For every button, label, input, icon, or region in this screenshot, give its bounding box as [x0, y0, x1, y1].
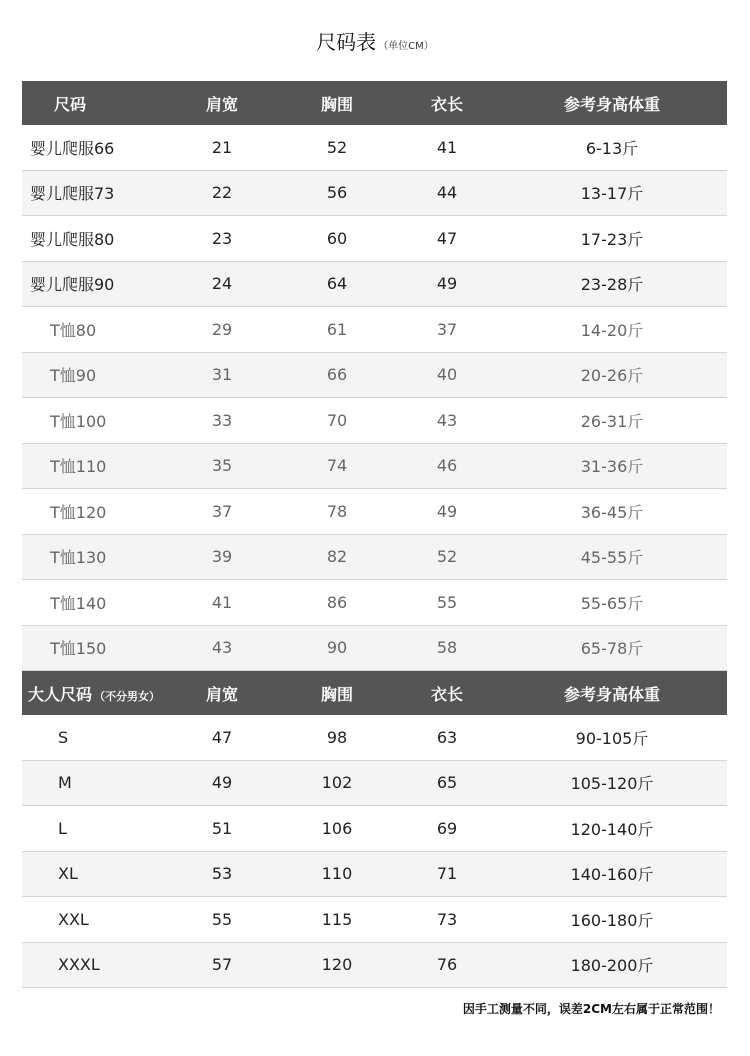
cell-size: T恤110 — [50, 457, 107, 477]
title-text: 尺码表 — [316, 30, 377, 54]
header-height-weight: 参考身高体重 — [563, 94, 660, 114]
cell-chest: 61 — [326, 319, 348, 339]
cell-length: 55 — [436, 592, 458, 612]
table-row — [22, 353, 727, 399]
cell-height-weight: 90-105斤 — [575, 728, 649, 748]
cell-chest: 102 — [321, 773, 353, 793]
cell-length: 44 — [436, 183, 458, 203]
table-row — [22, 715, 727, 761]
cell-size: XXXL — [58, 955, 100, 975]
page-title — [0, 26, 750, 55]
cell-size: 婴儿爬服80 — [30, 229, 115, 249]
cell-shoulder: 35 — [211, 456, 233, 476]
cell-shoulder: 37 — [211, 501, 233, 521]
cell-chest: 78 — [326, 501, 348, 521]
header-shoulder: 肩宽 — [205, 94, 238, 114]
measurement-note: 因手工测量不同，误差2CM左右属于正常范围！ — [462, 1002, 720, 1016]
cell-height-weight: 65-78斤 — [580, 639, 644, 659]
header-adult-size-label: 大人尺码 — [28, 684, 93, 704]
cell-chest: 66 — [326, 365, 348, 385]
cell-shoulder: 41 — [211, 592, 233, 612]
cell-size: 婴儿爬服73 — [30, 184, 115, 204]
cell-height-weight: 120-140斤 — [570, 819, 654, 839]
cell-shoulder: 39 — [211, 547, 233, 567]
cell-height-weight: 36-45斤 — [580, 502, 644, 522]
table-row — [22, 943, 727, 989]
cell-size: S — [58, 727, 69, 747]
cell-height-weight: 140-160斤 — [570, 865, 654, 885]
table-row — [22, 626, 727, 672]
cell-chest: 52 — [326, 137, 348, 157]
cell-size: L — [58, 818, 67, 838]
cell-shoulder: 23 — [211, 228, 233, 248]
table-row — [22, 444, 727, 490]
cell-length: 43 — [436, 410, 458, 430]
cell-height-weight: 31-36斤 — [580, 457, 644, 477]
kids-size-table — [22, 81, 727, 671]
cell-size: T恤80 — [50, 320, 97, 340]
table-row — [22, 580, 727, 626]
cell-length: 47 — [436, 228, 458, 248]
cell-length: 58 — [436, 638, 458, 658]
table-row — [22, 216, 727, 262]
cell-length: 37 — [436, 319, 458, 339]
cell-chest: 82 — [326, 547, 348, 567]
cell-size: T恤90 — [50, 366, 97, 386]
table-row — [22, 398, 727, 444]
cell-size: T恤120 — [50, 502, 107, 522]
table-row — [22, 125, 727, 171]
cell-length: 73 — [436, 909, 458, 929]
header-shoulder: 肩宽 — [205, 684, 238, 704]
cell-shoulder: 43 — [211, 638, 233, 658]
table-row — [22, 897, 727, 943]
cell-length: 46 — [436, 456, 458, 476]
cell-chest: 56 — [326, 183, 348, 203]
header-length: 衣长 — [430, 94, 463, 114]
cell-size: 婴儿爬服66 — [30, 138, 115, 158]
cell-chest: 64 — [326, 274, 348, 294]
table-header — [22, 671, 727, 715]
cell-height-weight: 13-17斤 — [580, 184, 644, 204]
cell-length: 49 — [436, 274, 458, 294]
cell-size: XXL — [58, 909, 89, 929]
cell-chest: 120 — [321, 955, 353, 975]
table-header — [22, 81, 727, 125]
cell-shoulder: 57 — [211, 955, 233, 975]
table-row — [22, 307, 727, 353]
cell-chest: 110 — [321, 864, 353, 884]
header-adult-size — [22, 682, 167, 705]
cell-shoulder: 29 — [211, 319, 233, 339]
cell-length: 65 — [436, 773, 458, 793]
cell-length: 69 — [436, 818, 458, 838]
cell-size: T恤140 — [50, 593, 107, 613]
cell-size: M — [58, 773, 72, 793]
header-chest: 胸围 — [320, 684, 353, 704]
table-row — [22, 806, 727, 852]
cell-shoulder: 55 — [211, 909, 233, 929]
cell-height-weight: 160-180斤 — [570, 910, 654, 930]
cell-height-weight: 55-65斤 — [580, 593, 644, 613]
table-row — [22, 535, 727, 581]
kids-table-body — [22, 125, 727, 671]
cell-length: 40 — [436, 365, 458, 385]
table-row — [22, 262, 727, 308]
cell-chest: 90 — [326, 638, 348, 658]
table-row — [22, 852, 727, 898]
unit-text: （单位CM） — [378, 41, 434, 52]
cell-size: 婴儿爬服90 — [30, 275, 115, 295]
cell-chest: 60 — [326, 228, 348, 248]
cell-shoulder: 47 — [211, 727, 233, 747]
cell-shoulder: 22 — [211, 183, 233, 203]
cell-chest: 106 — [321, 818, 353, 838]
cell-height-weight: 180-200斤 — [570, 956, 654, 976]
cell-shoulder: 53 — [211, 864, 233, 884]
cell-height-weight: 14-20斤 — [580, 320, 644, 340]
cell-shoulder: 33 — [211, 410, 233, 430]
cell-shoulder: 51 — [211, 818, 233, 838]
header-chest: 胸围 — [320, 94, 353, 114]
cell-chest: 86 — [326, 592, 348, 612]
cell-shoulder: 21 — [211, 137, 233, 157]
cell-shoulder: 24 — [211, 274, 233, 294]
cell-shoulder: 49 — [211, 773, 233, 793]
cell-length: 76 — [436, 955, 458, 975]
cell-length: 41 — [436, 137, 458, 157]
header-size: 尺码 — [54, 94, 87, 114]
cell-chest: 70 — [326, 410, 348, 430]
header-unisex-label: （不分男女） — [94, 689, 161, 703]
cell-chest: 74 — [326, 456, 348, 476]
adult-table-body — [22, 715, 727, 988]
cell-height-weight: 105-120斤 — [570, 774, 654, 794]
cell-chest: 98 — [326, 727, 348, 747]
cell-height-weight: 45-55斤 — [580, 548, 644, 568]
cell-size: T恤150 — [50, 639, 107, 659]
header-length: 衣长 — [430, 684, 463, 704]
cell-length: 63 — [436, 727, 458, 747]
cell-height-weight: 26-31斤 — [580, 411, 644, 431]
table-row — [22, 171, 727, 217]
cell-size: XL — [58, 864, 78, 884]
cell-height-weight: 6-13斤 — [585, 138, 639, 158]
cell-size: T恤130 — [50, 548, 107, 568]
table-row — [22, 489, 727, 535]
adult-size-table — [22, 671, 727, 988]
header-height-weight: 参考身高体重 — [563, 684, 660, 704]
cell-length: 49 — [436, 501, 458, 521]
cell-height-weight: 23-28斤 — [580, 275, 644, 295]
cell-length: 52 — [436, 547, 458, 567]
table-row — [22, 761, 727, 807]
cell-shoulder: 31 — [211, 365, 233, 385]
cell-size: T恤100 — [50, 411, 107, 431]
cell-height-weight: 17-23斤 — [580, 229, 644, 249]
cell-chest: 115 — [321, 909, 353, 929]
cell-height-weight: 20-26斤 — [580, 366, 644, 386]
cell-length: 71 — [436, 864, 458, 884]
